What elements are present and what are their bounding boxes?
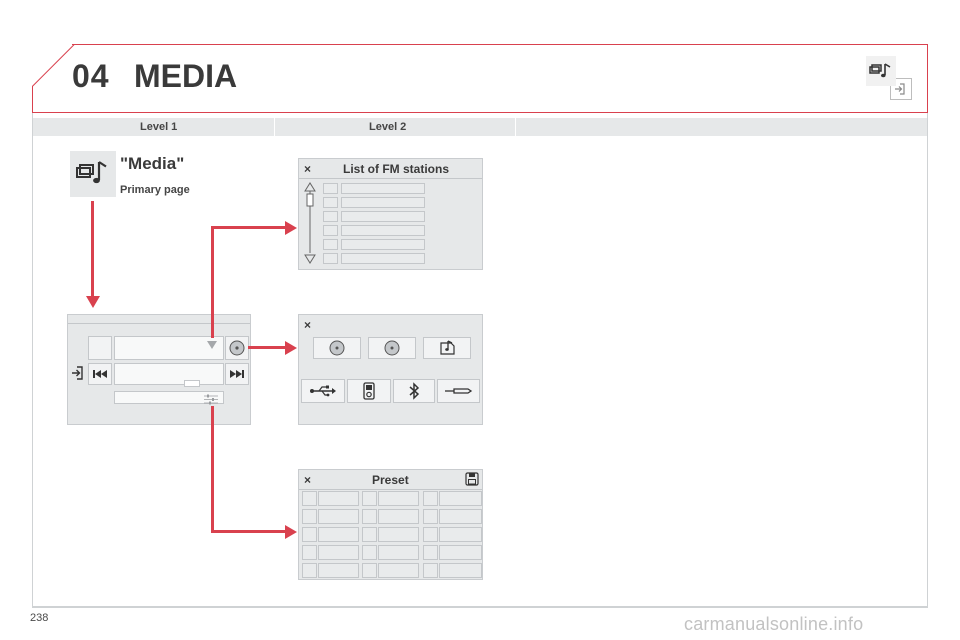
preset-slot[interactable] [439, 509, 482, 524]
aux-source-button[interactable] [437, 379, 480, 403]
preset-slot[interactable] [439, 491, 482, 506]
aux-jack-icon [438, 380, 479, 402]
fm-row[interactable] [341, 197, 425, 208]
source-button[interactable] [225, 336, 249, 360]
arrow-to-fm-list-horizontal [211, 226, 286, 229]
header-frame-diagonal [32, 44, 74, 86]
fm-scrollbar[interactable] [303, 181, 317, 270]
preset-marker[interactable] [423, 491, 438, 506]
preset-marker[interactable] [362, 491, 377, 506]
preset-slot[interactable] [318, 491, 359, 506]
cd-icon [314, 338, 360, 358]
fm-row[interactable] [341, 211, 425, 222]
preset-marker[interactable] [302, 491, 317, 506]
arrow-to-sources [248, 346, 286, 349]
pointer-triangle-icon [206, 337, 218, 355]
preset-marker[interactable] [423, 527, 438, 542]
preset-slot[interactable] [318, 509, 359, 524]
fm-list-title: List of FM stations [343, 162, 449, 176]
arrow-primary-to-screen [91, 201, 94, 297]
previous-track-button[interactable] [88, 363, 112, 385]
bluetooth-source-button[interactable] [393, 379, 435, 403]
preset-slot[interactable] [378, 509, 419, 524]
empty-button[interactable] [88, 336, 112, 360]
arrow-head-right [285, 525, 297, 539]
chapter-number: 04 [72, 58, 110, 94]
level-separator [274, 118, 275, 136]
sd-card-icon [424, 338, 470, 358]
preset-slot[interactable] [378, 527, 419, 542]
skip-forward-icon [226, 364, 248, 384]
fm-row[interactable] [341, 239, 425, 250]
preset-marker[interactable] [423, 509, 438, 524]
screen-top-divider [68, 323, 250, 324]
bluetooth-icon [394, 380, 434, 402]
preset-slot[interactable] [378, 563, 419, 578]
preset-marker[interactable] [362, 509, 377, 524]
track-display [114, 363, 224, 385]
primary-media-screen [67, 314, 251, 425]
header-frame-top [72, 44, 928, 45]
fm-row-marker[interactable] [323, 253, 338, 264]
preset-slot[interactable] [378, 491, 419, 506]
preset-marker[interactable] [302, 545, 317, 560]
close-icon[interactable]: × [304, 473, 312, 487]
fm-stations-panel [298, 158, 483, 270]
primary-media-icon-box [70, 151, 116, 197]
preset-slot[interactable] [439, 527, 482, 542]
cd-source-button[interactable] [368, 337, 416, 359]
ipod-icon [348, 380, 390, 402]
media-icon [866, 56, 896, 86]
fm-row[interactable] [341, 225, 425, 236]
close-icon[interactable]: × [304, 162, 312, 176]
preset-slot[interactable] [318, 545, 359, 560]
arrow-head-right [285, 221, 297, 235]
return-icon[interactable] [71, 365, 85, 386]
arrow-to-preset-horizontal [211, 530, 286, 533]
header-frame-right [927, 44, 928, 112]
media-icon [70, 151, 116, 197]
next-track-button[interactable] [225, 363, 249, 385]
arrow-head-down [86, 296, 100, 308]
skip-back-icon [89, 364, 111, 384]
preset-marker[interactable] [302, 527, 317, 542]
chapter-title: MEDIA [134, 58, 238, 94]
preset-slot[interactable] [439, 545, 482, 560]
preset-marker[interactable] [362, 563, 377, 578]
level-1-label: Level 1 [140, 121, 178, 133]
preset-title-divider [299, 489, 482, 490]
fm-row-marker[interactable] [323, 225, 338, 236]
fm-title-divider [299, 178, 482, 179]
preset-marker[interactable] [302, 509, 317, 524]
fm-row[interactable] [341, 183, 425, 194]
usb-source-button[interactable] [301, 379, 345, 403]
fm-row-marker[interactable] [323, 239, 338, 250]
source-select-panel [298, 314, 483, 425]
page-number: 238 [30, 612, 49, 624]
preset-title: Preset [372, 473, 409, 487]
progress-handle[interactable] [184, 380, 200, 387]
close-icon[interactable]: × [304, 318, 312, 332]
watermark: carmanualsonline.info [684, 614, 864, 634]
fm-row-marker[interactable] [323, 211, 338, 222]
arrow-to-fm-list-vertical [211, 226, 214, 338]
preset-slot[interactable] [318, 527, 359, 542]
header-frame-left [32, 86, 33, 113]
preset-marker[interactable] [362, 527, 377, 542]
level-separator [515, 118, 516, 136]
preset-marker[interactable] [423, 563, 438, 578]
preset-marker[interactable] [362, 545, 377, 560]
cd-source-button[interactable] [313, 337, 361, 359]
primary-page-title: "Media" [120, 154, 185, 173]
level-2-label: Level 2 [369, 121, 407, 133]
cd-icon [226, 337, 248, 359]
usb-icon [302, 380, 344, 402]
primary-page-subtitle: Primary page [120, 184, 190, 196]
cd-icon [369, 338, 415, 358]
fm-row-marker[interactable] [323, 197, 338, 208]
header-media-icon [866, 56, 896, 86]
preset-slot[interactable] [439, 563, 482, 578]
fm-row-marker[interactable] [323, 183, 338, 194]
preset-marker[interactable] [423, 545, 438, 560]
ipod-source-button[interactable] [347, 379, 391, 403]
fm-row[interactable] [341, 253, 425, 264]
preset-slot[interactable] [378, 545, 419, 560]
preset-panel [298, 469, 483, 580]
footer-line [32, 607, 928, 608]
sd-card-source-button[interactable] [423, 337, 471, 359]
preset-slot[interactable] [318, 563, 359, 578]
preset-marker[interactable] [302, 563, 317, 578]
arrow-to-preset-vertical [211, 406, 214, 532]
arrow-head-right [285, 341, 297, 355]
